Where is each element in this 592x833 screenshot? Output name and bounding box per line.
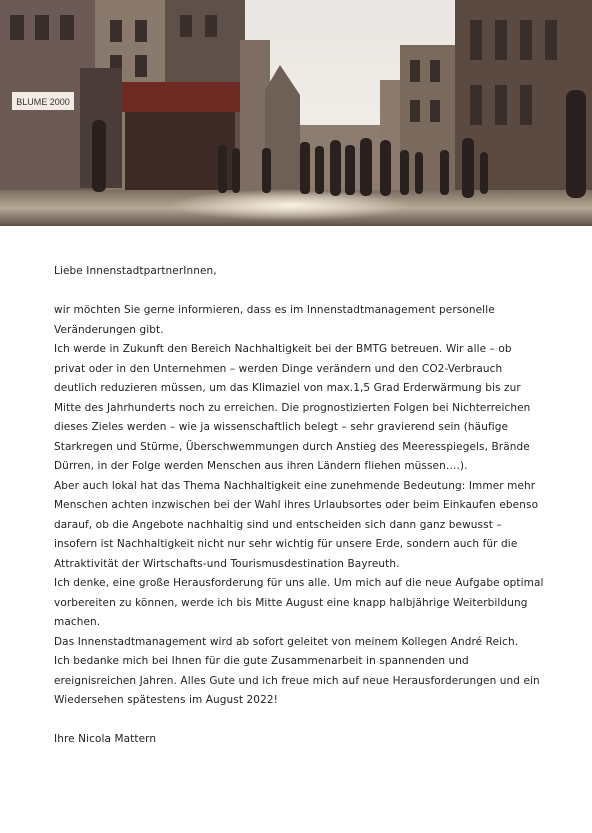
letter-paragraph: Ich denke, eine große Herausforderung für uns alle. Um mich auf die neue Aufgabe optimal vorbereiten zu können, werde ich bis Mitte August eine knapp halbjährige Weiterbildung machen. — [54, 577, 544, 628]
letter-paragraph: Aber auch lokal hat das Thema Nachhaltigkeit eine zunehmende Bedeutung: Immer mehr Menschen achten inzwischen bei der Wahl ihres Urlaubsortes oder beim Einkaufen ebenso darauf, ob die Angebote nachhaltig sind und entscheiden sich dann ganz bewusst – insofern ist Nachhaltigkeit nicht nur sehr wichtig für unsere Erde, sondern auch für die Attraktivität der Wirtschafts-und Tourismusdestination Bayreuth. — [54, 479, 539, 570]
street-scene-image — [0, 0, 592, 226]
letter-paragraph: Ich bedanke mich bei Ihnen für die gute Zusammenarbeit in spannenden und ereignisreichen Jahren. Alles Gute und ich freue mich auf neue Herausforderungen und ein Wiedersehen spätestens im August 2022! — [54, 655, 540, 706]
letter-greeting: Liebe InnenstadtpartnerInnen, — [54, 265, 217, 277]
letter-paragraph: Das Innenstadtmanagement wird ab sofort geleitet von meinem Kollegen André Reich. — [54, 635, 519, 648]
letter-paragraph: wir möchten Sie gerne informieren, dass es im Innenstadtmanagement personelle Veränderungen gibt. — [54, 304, 495, 336]
letter-signature: Ihre Nicola Mattern — [54, 733, 157, 745]
letter-paragraph: Ich werde in Zukunft den Bereich Nachhaltigkeit bei der BMTG betreuen. Wir alle – ob privat oder in den Unternehmen – werden Dinge verändern und den CO2-Verbrauch deutlich reduzieren müssen, um das Klimaziel von max.1,5 Grad Erderwärmung bis zur Mitte des Jahrhunderts noch zu erreichen. Die prognostizierten Folgen bei Nichterreichen dieses Zieles werden – wie ja wissenschaftlich belegt – sehr gravierend sein (häufige Starkregen und Stürme, Überschwemmungen durch Anstieg des Meeresspiegels, Brände Dürren, in der Folge werden Menschen aus ihren Ländern fliehen müssen….). — [54, 343, 531, 472]
shop-sign: BLUME 2000 — [16, 97, 70, 107]
letter-body — [54, 262, 544, 750]
header-photo — [0, 0, 592, 226]
